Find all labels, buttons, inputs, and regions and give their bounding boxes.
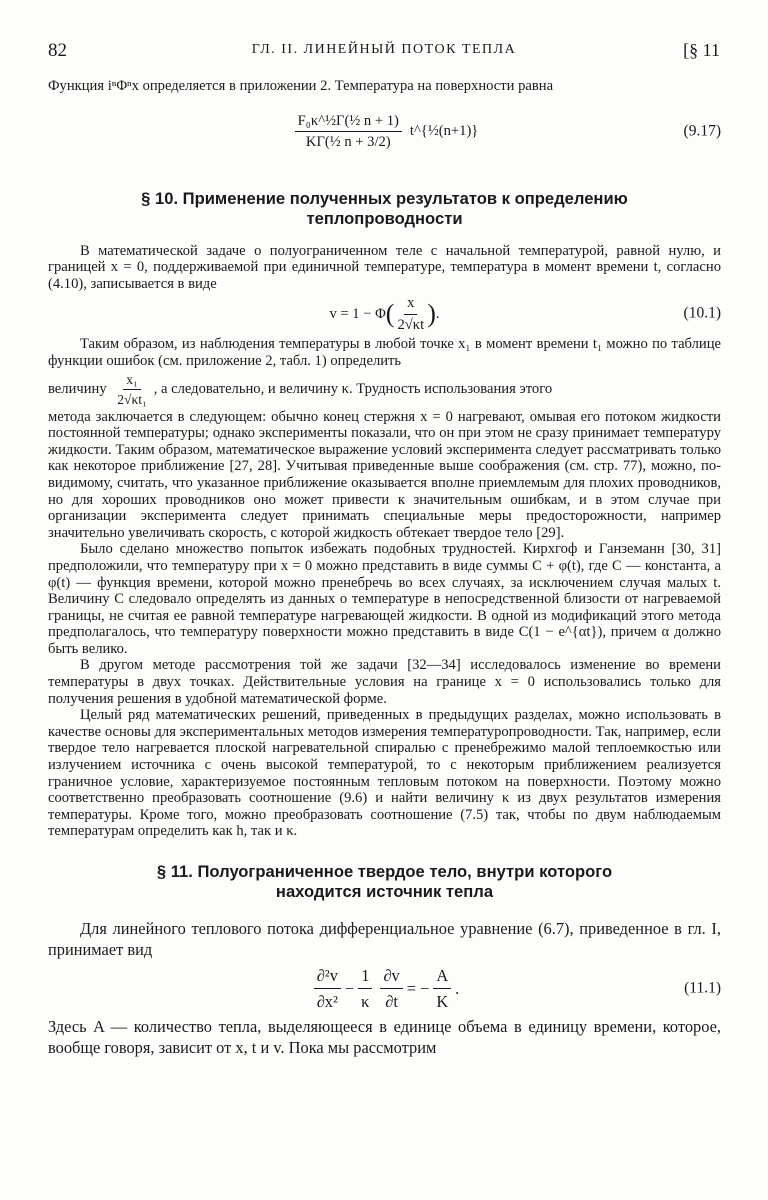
eq-9-17-factor: t^{½(n+1)} [409,123,479,140]
eq-10-1-lhs: v = 1 − Φ [329,306,386,323]
eq-11-1-equals: = − [406,978,430,998]
section-10-title-line2: теплопроводности [306,208,463,228]
inline-fraction-denominator: 2√κt₁ [117,391,147,407]
eq-11-1-minus: − [344,978,355,998]
paragraph-1: В математической задаче о полуограниченном теле с начальной температурой, равной нулю, и границей x = 0, поддерживаемой при единичной температуре, температура в момент времени t, согласно (4.10), записывается в виде [48,242,721,292]
eq-11-1-term3 [380,965,402,1012]
paragraph-2b: , а следовательно, и величину κ. Трудность использования этого [153,380,553,397]
eq-10-1-fraction [394,295,427,333]
paragraph-2c: метода заключается в следующем: обычно конец стержня x = 0 нагревают, омывая его потоком жидкости постоянной температуры; однако эксперименты показали, что он при этом не сразу принимает температуру жидкости. Таким образом, математическое выражение условий эксперимента следует рассматривать только как некоторое приближение [27, 28]. Учитывая приведенные выше соображения (см. стр. 77), можно, по-видимому, считать, что указанное приближение оказывается вполне приемлемым для плохих проводников, но для хороших проводников оно может привести к значительным ошибкам, и в этом случае при организации эксперимента следует принимать специальные меры предосторожности, например значительно увеличивать скорость, с которой жидкость обтекает твердое тело [29]. [48,408,721,541]
eq-10-1-numerator: x [404,295,417,315]
eq-10-1-number: (10.1) [683,305,721,323]
inline-fraction [114,372,149,407]
value-word: величину [48,380,107,397]
intro-line: Функция iⁿΦⁿx определяется в приложении 2. Температура на поверхности равна [48,78,554,94]
section-10-title-line1: § 10. Применение полученных результатов к определению [141,188,628,208]
eq-10-1-close-paren: ) [427,299,436,329]
section-11-title-line1: § 11. Полуограниченное твердое тело, внутри которого [156,862,613,881]
eq-11-1-term2-num: 1 [358,965,372,989]
section-10-heading [48,189,721,229]
eq-9-17-numerator: F₀κ^½Γ(½ n + 1) [295,113,402,133]
page-number: 82 [48,40,67,61]
section-11-heading [48,862,721,902]
paragraph-4: В другом методе рассмотрения той же задачи [32—34] исследовалось изменение во времени температуры в двух точках. Действительные условия на границе x = 0 использовались только для получения решения в удобной математической форме. [48,657,721,707]
eq-11-1-term3-den: ∂t [385,991,398,1011]
section-11-title-line2: находится источник тепла [275,882,494,901]
eq-11-1-term1-den: ∂x² [316,991,338,1011]
eq-10-1-denominator: 2√κt [397,316,425,333]
eq-11-1-term2-den: κ [361,991,370,1011]
running-header [48,40,720,64]
paragraph-6: Для линейного теплового потока дифференциальное уравнение (6.7), приведенное в гл. I, принимает вид [48,919,721,959]
running-title: ГЛ. II. ЛИНЕЙНЫЙ ПОТОК ТЕПЛА [251,42,517,57]
paragraph-3: Было сделано множество попыток избежать подобных трудностей. Кирхгоф и Ганземанн [30, 31] предположили, что температуру при x = 0 можно представить в виде суммы C + φ(t), где C — константа, а φ(t) — функция времени, которой можно пренебречь во всех случаях, за исключением случая малых t. Величину C следовало определять из данных о температуре в непосредственной близости от нагреваемой границы, не считая ее равной температуре нагревающей жидкости. В одной из модификаций этого метода предполагалось, что температуру поверхности можно представить в виде C(1 − e^{αt}), причем α должно быть велико. [48,541,721,657]
equation-9-17 [48,95,721,169]
section-mark: [§ 11 [683,40,720,60]
page-body [48,78,721,1058]
eq-9-17-denominator: KΓ(½ n + 3/2) [305,134,391,151]
eq-11-1-term4-num: A [433,965,451,989]
eq-11-1-term1-num: ∂²v [314,965,341,989]
eq-11-1-term2 [358,965,372,1012]
paragraph-2-inline-fraction [48,372,721,407]
eq-10-1-open-paren: ( [385,299,395,329]
eq-11-1-term3-num: ∂v [380,965,402,989]
inline-fraction-numerator: x₁ [123,372,140,390]
paragraph-2a: Таким образом, из наблюдения температуры в любой точке x₁ в момент времени t₁ можно по таблице функции ошибок (см. приложение 2, табл. 1) определить [48,336,721,369]
paragraph-7: Здесь A — количество тепла, выделяющееся в единице объема в единицу времени, которое, вообще говоря, зависит от x, t и v. Пока мы рассмотрим [48,1017,721,1057]
eq-11-1-term4 [433,965,451,1012]
eq-11-1-number: (11.1) [684,979,721,997]
paragraph-5: Целый ряд математических решений, приведенных в предыдущих разделах, можно использовать в качестве основы для экспериментальных методов измерения температуропроводности. Так, например, если твердое тело нагревается плоской нагревательной спиралью с пренебрежимо малой теплоемкостью или излучением источника с очень высокой температурой, то с некоторым приближением реализуется граничное условие, характеризуемое постоянным тепловым потоком на поверхности. Поэтому можно соответственно преобразовать соотношение (9.6) и найти величину κ из двух результатов измерения температуры. Кроме того, можно преобразовать соотношение (7.5) так, чтобы по двум наблюдаемым температурам определить как h, так и κ. [48,707,721,840]
equation-10-1: v = 1 − Φ ( $\frac{x}{2√\kappa t}$ ) . (10.1) [329,295,721,333]
eq-9-17-fraction [295,113,402,151]
eq-11-1-term1 [314,965,341,1012]
eq-11-1-term4-den: K [436,991,449,1011]
equation-11-1 [48,960,721,1016]
eq-11-1-period: . [455,978,460,998]
eq-9-17-number: (9.17) [683,122,721,140]
